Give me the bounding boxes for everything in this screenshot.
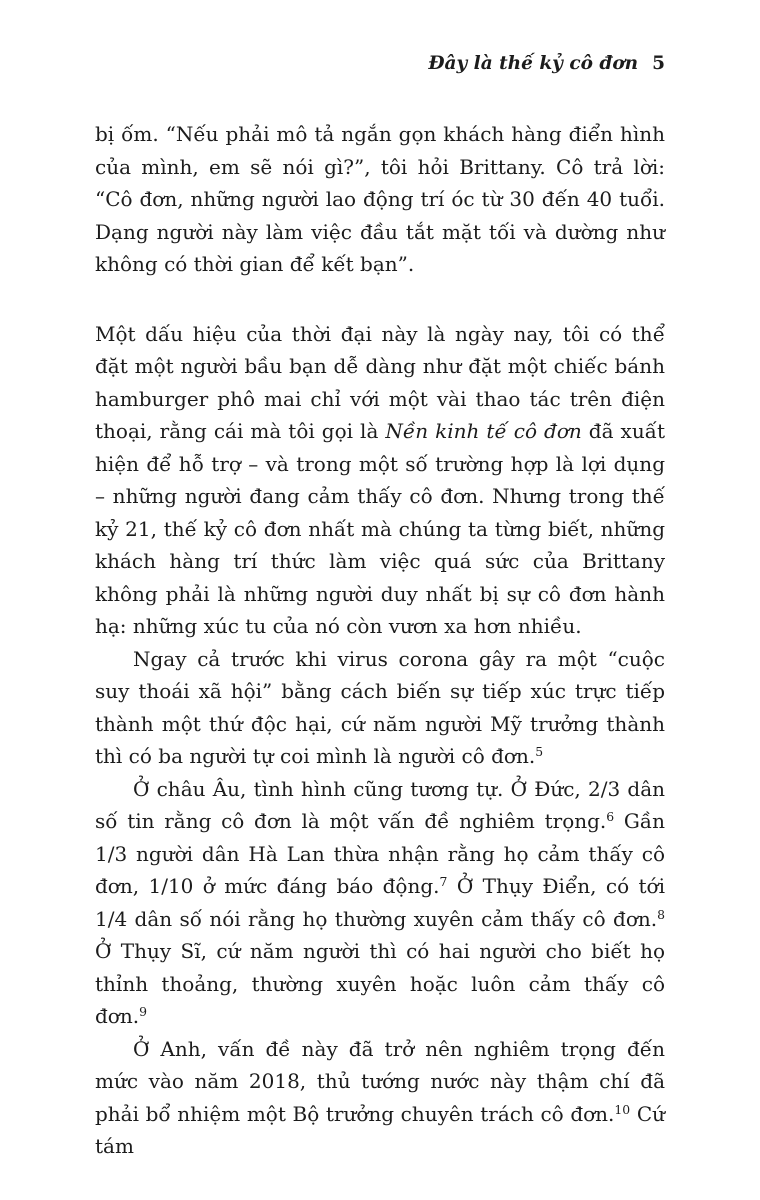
paragraph — [95, 118, 665, 281]
footnote-reference: 6 — [606, 809, 615, 825]
paragraph — [95, 1033, 665, 1163]
footnote-reference: 8 — [657, 906, 665, 922]
body-text: Cứ tám — [95, 1101, 666, 1158]
body-text: Ở Thụy Sĩ, cứ năm người thì có hai người cho biết họ thỉnh thoảng, thường xuyên hoặc luôn cảm thấy cô đơn. — [95, 939, 665, 1028]
footnote-reference: 5 — [535, 744, 544, 760]
text-block — [95, 118, 665, 1163]
body-text: Ở Thụy Điển, có tới 1/4 dân số nói rằng họ thường xuyên cảm thấy cô đơn. — [95, 874, 665, 931]
body-text: Ở Anh, vấn đề này đã trở nên nghiêm trọng đến mức vào năm 2018, thủ tướng nước này thậm chí đã phải bổ nhiệm một Bộ trưởng chuyên trách cô đơn. — [95, 1036, 665, 1126]
running-head-title: Đây là thế kỷ cô đơn — [428, 53, 639, 74]
page-header — [95, 52, 665, 76]
body-text: Ngay cả trước khi virus corona gây ra một “cuộc suy thoái xã hội” bằng cách biến sự tiếp xúc trực tiếp thành một thứ độc hại, cứ năm người Mỹ trưởng thành thì có ba người tự coi mình là người cô đơn. — [95, 646, 665, 768]
footnote-reference: 10 — [614, 1101, 631, 1117]
emphasized-text: Nền kinh tế cô đơn — [385, 419, 582, 443]
body-text: đã xuất hiện để hỗ trợ – và trong một số trường hợp là lợi dụng – những người đang cảm thấy cô đơn. Nhưng trong thế kỷ 21, thế kỷ cô đơn nhất mà chúng ta từng biết, những khách hàng trí thức làm việc quá sức của Brittany không phải là những người duy nhất bị sự cô đơn hành hạ: những xúc tu của nó còn vươn xa hơn nhiều. — [95, 419, 665, 638]
footnote-reference: 9 — [139, 1004, 147, 1020]
body-text: Gần 1/3 người dân Hà Lan thừa nhận rằng họ cảm thấy cô đơn, 1/10 ở mức đáng báo động. — [95, 809, 665, 898]
paragraph — [95, 643, 665, 773]
page-number: 5 — [652, 53, 665, 74]
paragraph — [95, 773, 665, 1033]
body-text: Ở châu Âu, tình hình cũng tương tự. Ở Đức, 2/3 dân số tin rằng cô đơn là một vấn đề nghiêm trọng. — [95, 776, 665, 833]
paragraph — [95, 318, 665, 643]
body-text: bị ốm. “Nếu phải mô tả ngắn gọn khách hàng điển hình của mình, em sẽ nói gì?”, tôi hỏi Brittany. Cô trả lời: “Cô đơn, những người lao động trí óc từ 30 đến 40 tuổi. Dạng người này làm việc đầu tắt mặt tối và dường như không có thời gian để kết bạn”. — [95, 122, 665, 276]
footnote-reference: 7 — [439, 874, 448, 890]
body-text: Một dấu hiệu của thời đại này là ngày nay, tôi có thể đặt một người bầu bạn dễ dàng như đặt một chiếc bánh hamburger phô mai chỉ với một vài thao tác trên điện thoại, rằng cái mà tôi gọi là — [95, 321, 665, 443]
